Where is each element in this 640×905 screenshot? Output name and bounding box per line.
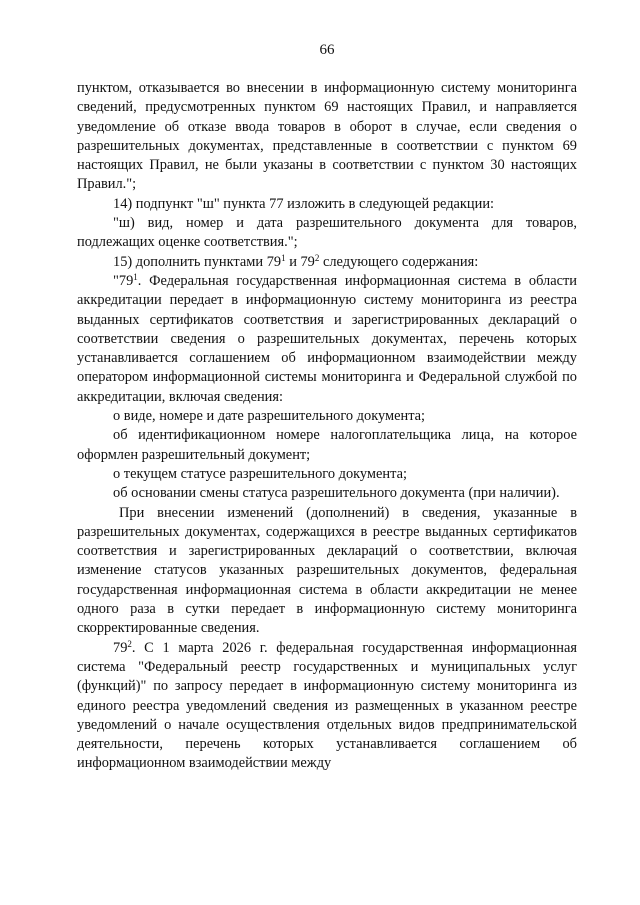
paragraph-info-type: о виде, номере и дате разрешительного документа; bbox=[113, 408, 426, 425]
point-79-2-sup: 2 bbox=[127, 638, 132, 649]
paragraph-item-15 bbox=[77, 253, 577, 272]
paragraph-info-status: о текущем статусе разрешительного документа; bbox=[113, 465, 407, 482]
item-15-sup-2: 2 bbox=[314, 252, 320, 263]
point-79-2-number: 79 bbox=[113, 639, 128, 656]
point-79-1-sup: 1 bbox=[133, 271, 138, 282]
page-number: 66 bbox=[319, 42, 335, 58]
document-body bbox=[77, 79, 577, 774]
point-79-2-text: . С 1 марта 2026 г. федеральная государственная информационная система "Федеральный реестр государственных и муниципальных услуг (функций)" по запросу передает в информационную систему мониторинга из единого реестра уведомлений сведения из размещенных в указанном реестре уведомлений о начале осуществления отдельных видов предпринимательской деятельности, перечень которых устанавливается соглашением об информационном взаимодействии между bbox=[77, 639, 577, 772]
point-79-1-number: "79 bbox=[113, 272, 134, 289]
item-15-text-a: 15) дополнить пунктами 79 bbox=[113, 253, 282, 270]
point-79-1-text: . Федеральная государственная информационная система в области аккредитации передает в информационную систему мониторинга из реестра выданных сертификатов соответствия и зарегистрированных деклараций о соответствии сведения о разрешительных документах, перечень которых устанавливается соглашением об информационном взаимодействии между оператором информационной системы мониторинга и Федеральной службой по аккредитации, включая сведения: bbox=[77, 272, 577, 405]
paragraph-info-inn: об идентификационном номере налогоплательщика лица, на которое оформлен разрешительный документ; bbox=[77, 427, 577, 463]
paragraph-point-79-2 bbox=[77, 639, 577, 774]
paragraph-continuation: пунктом, отказывается во внесении в информационную систему мониторинга сведений, предусмотренных пунктом 69 настоящих Правил, и направляется уведомление об отказе ввода товаров в оборот в случае, если сведения о разрешительных документах, представленные в соответствии с пунктом 69 настоящих Правил, не были указаны в соответствии с пунктом 30 настоящих Правил."; bbox=[77, 80, 577, 193]
item-15-text-c: следующего содержания: bbox=[319, 253, 479, 270]
item-15-sup-1: 1 bbox=[281, 252, 286, 263]
item-15-text-b: и 79 bbox=[285, 253, 315, 270]
paragraph-amendments: При внесении изменений (дополнений) в сведения, указанные в разрешительных документах, содержащихся в реестре выданных сертификатов соответствия и зарегистрированных деклараций о соответствии, включая изменение статусов указанных разрешительных документов, федеральная государственная информационная система в области аккредитации не менее одного раза в сутки передает в информационную систему мониторинга скорректированные сведения. bbox=[77, 504, 577, 637]
paragraph-item-14: 14) подпункт "ш" пункта 77 изложить в следующей редакции: bbox=[113, 195, 495, 212]
paragraph-info-status-change: об основании смены статуса разрешительного документа (при наличии). bbox=[113, 485, 560, 502]
paragraph-subitem-sh: "ш) вид, номер и дата разрешительного документа для товаров, подлежащих оценке соответствия."; bbox=[77, 215, 577, 251]
paragraph-point-79-1 bbox=[77, 272, 577, 407]
